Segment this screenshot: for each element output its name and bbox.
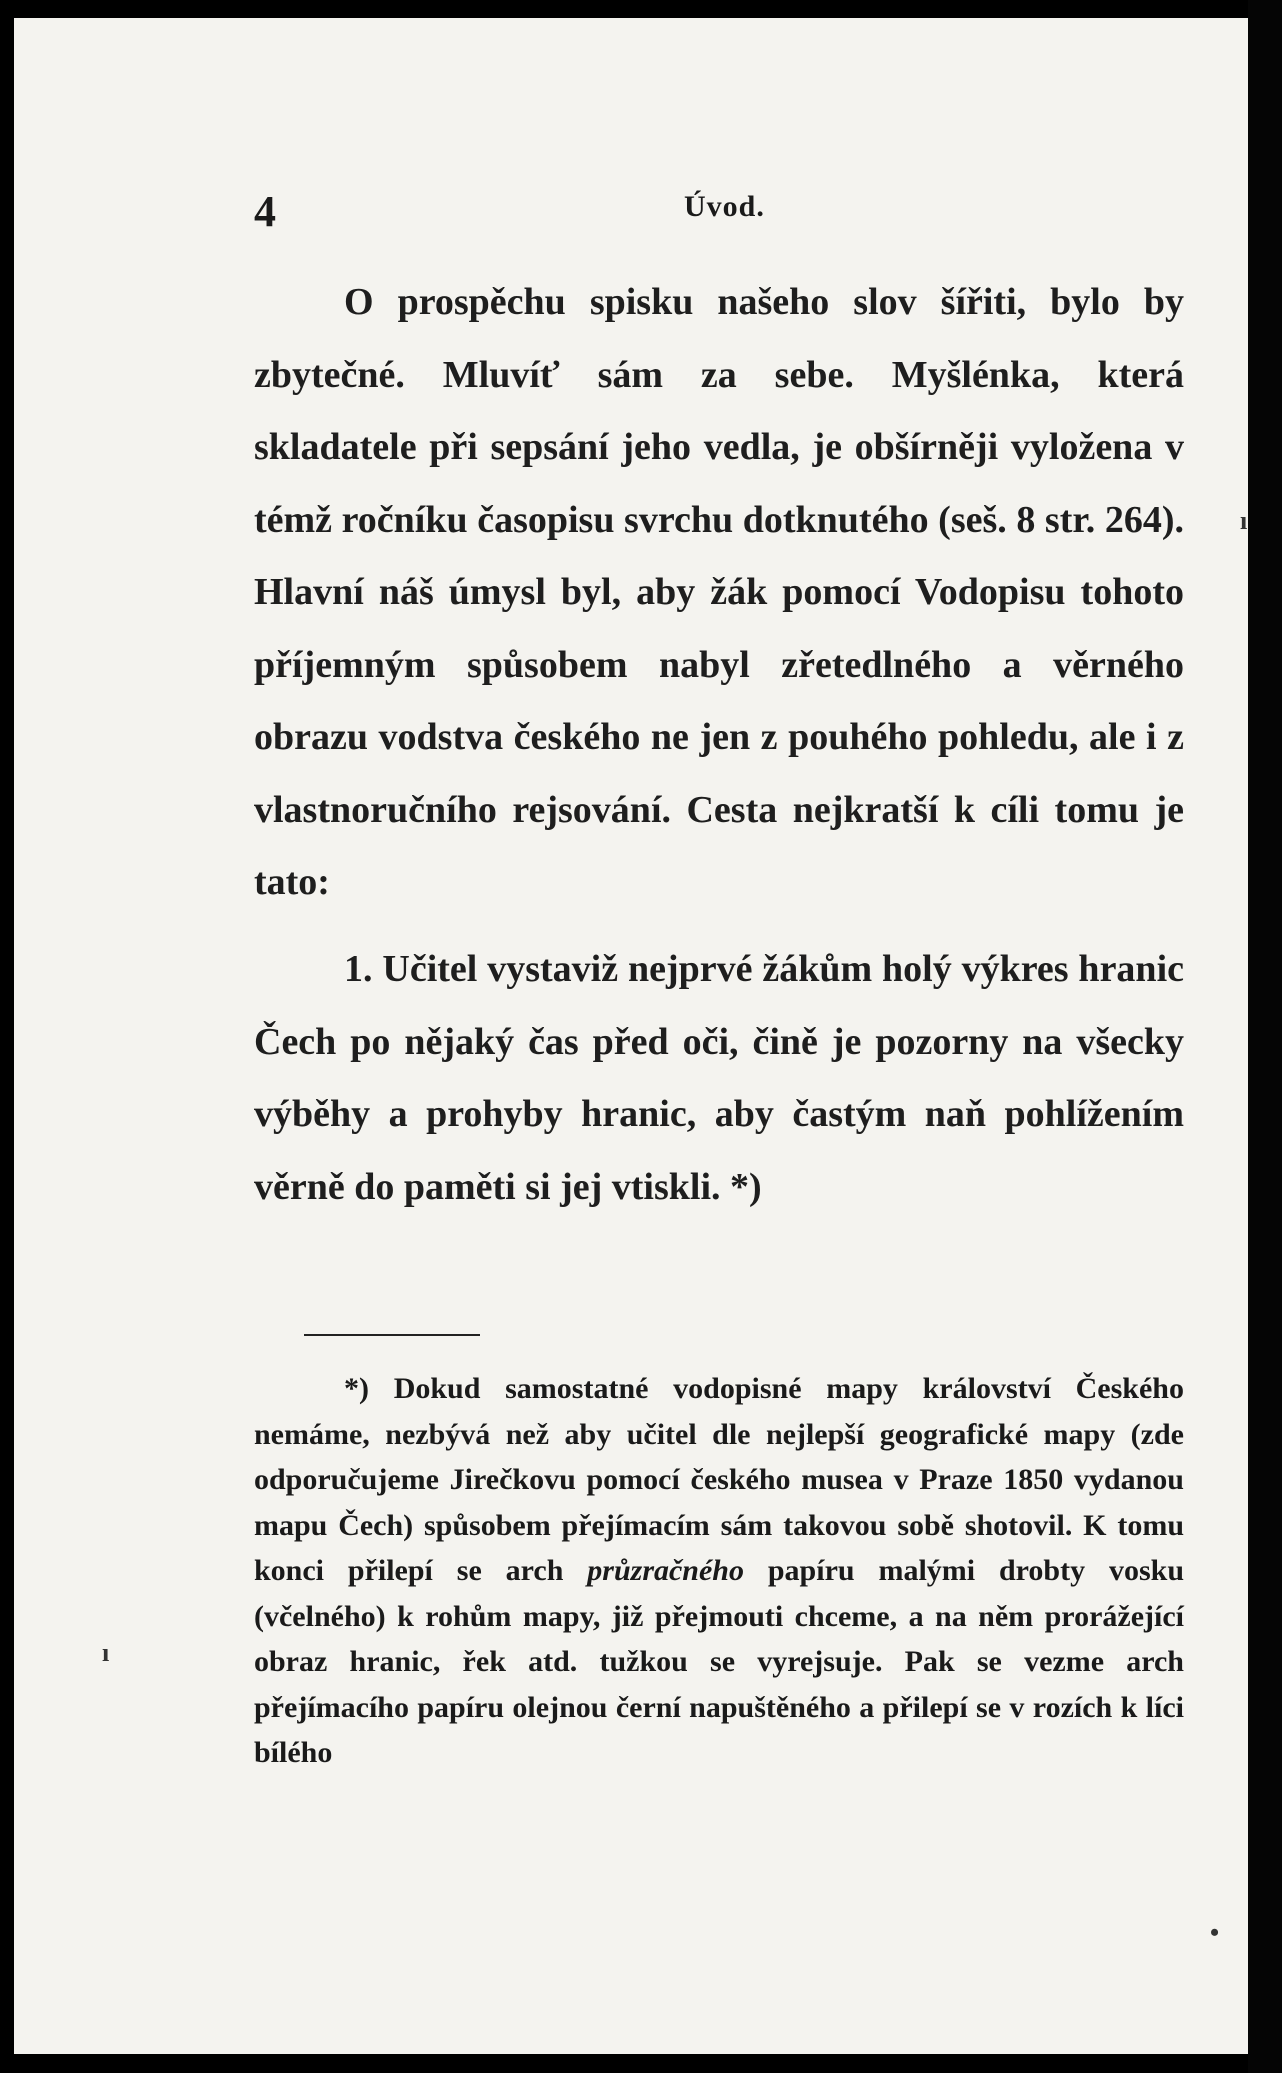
scan-speck: • [1210,1918,1220,1947]
running-title: Úvod. [684,190,765,223]
book-page [14,18,1248,2054]
footnote-text-before: Dokud samostatné vodopisné mapy království Českého nemáme, nezbývá než aby učitel dle nejlepší geografické mapy (zde odporučujeme Jirečkovu pomocí českého musea v Praze 1850 vydanou mapu Čech) spůsobem přejímacím sám takovou sobě shotovil. K tomu konci přilepí se arch [254,1372,1184,1587]
footnote [254,1366,1184,1776]
paragraph-intro: O prospěchu spisku našeho slov šířiti, bylo by zbytečné. Mluvíť sám za sebe. Myšlénka, která skladatele při sepsání jeho vedla, je obšírněji vyložena v témž ročníku časopisu svrchu dotknutého (seš. 8 str. 264). Hlavní náš úmysl byl, aby žák pomocí Vodopisu tohoto příjemným spůsobem nabyl zřetedlného a věrného obrazu vodstva českého ne jen z pouhého pohledu, ale i z vlastnoručního rejsování. Cesta nejkratší k cíli tomu je tato: [254,281,1184,903]
scan-speck: ı [102,1638,110,1667]
scan-speck: ı [1240,506,1248,535]
footnote-marker: *) [344,1372,369,1405]
scan-border [1248,0,1282,2073]
page-number: 4 [254,187,276,236]
paragraph-step-1: 1. Učitel vystaviž nejprvé žákům holý výkres hranic Čech po nějaký čas před oči, čině je pozorny na všecky výběhy a prohyby hranic, aby častým naň pohlížením věrně do paměti si jej vtiskli. *) [254,948,1184,1208]
footnote-italic-word: průzračného [587,1554,744,1587]
footnote-text-after: papíru malými drobty vosku (včelného) k rohům mapy, již přejmouti chceme, a na něm prorážející obraz hranic, řek atd. tužkou se vyrejsuje. Pak se vezme arch přejímacího papíru olejnou černí napuštěného a přilepí se v rozích k líci bílého [254,1554,1185,1769]
footnote-separator [304,1334,480,1336]
